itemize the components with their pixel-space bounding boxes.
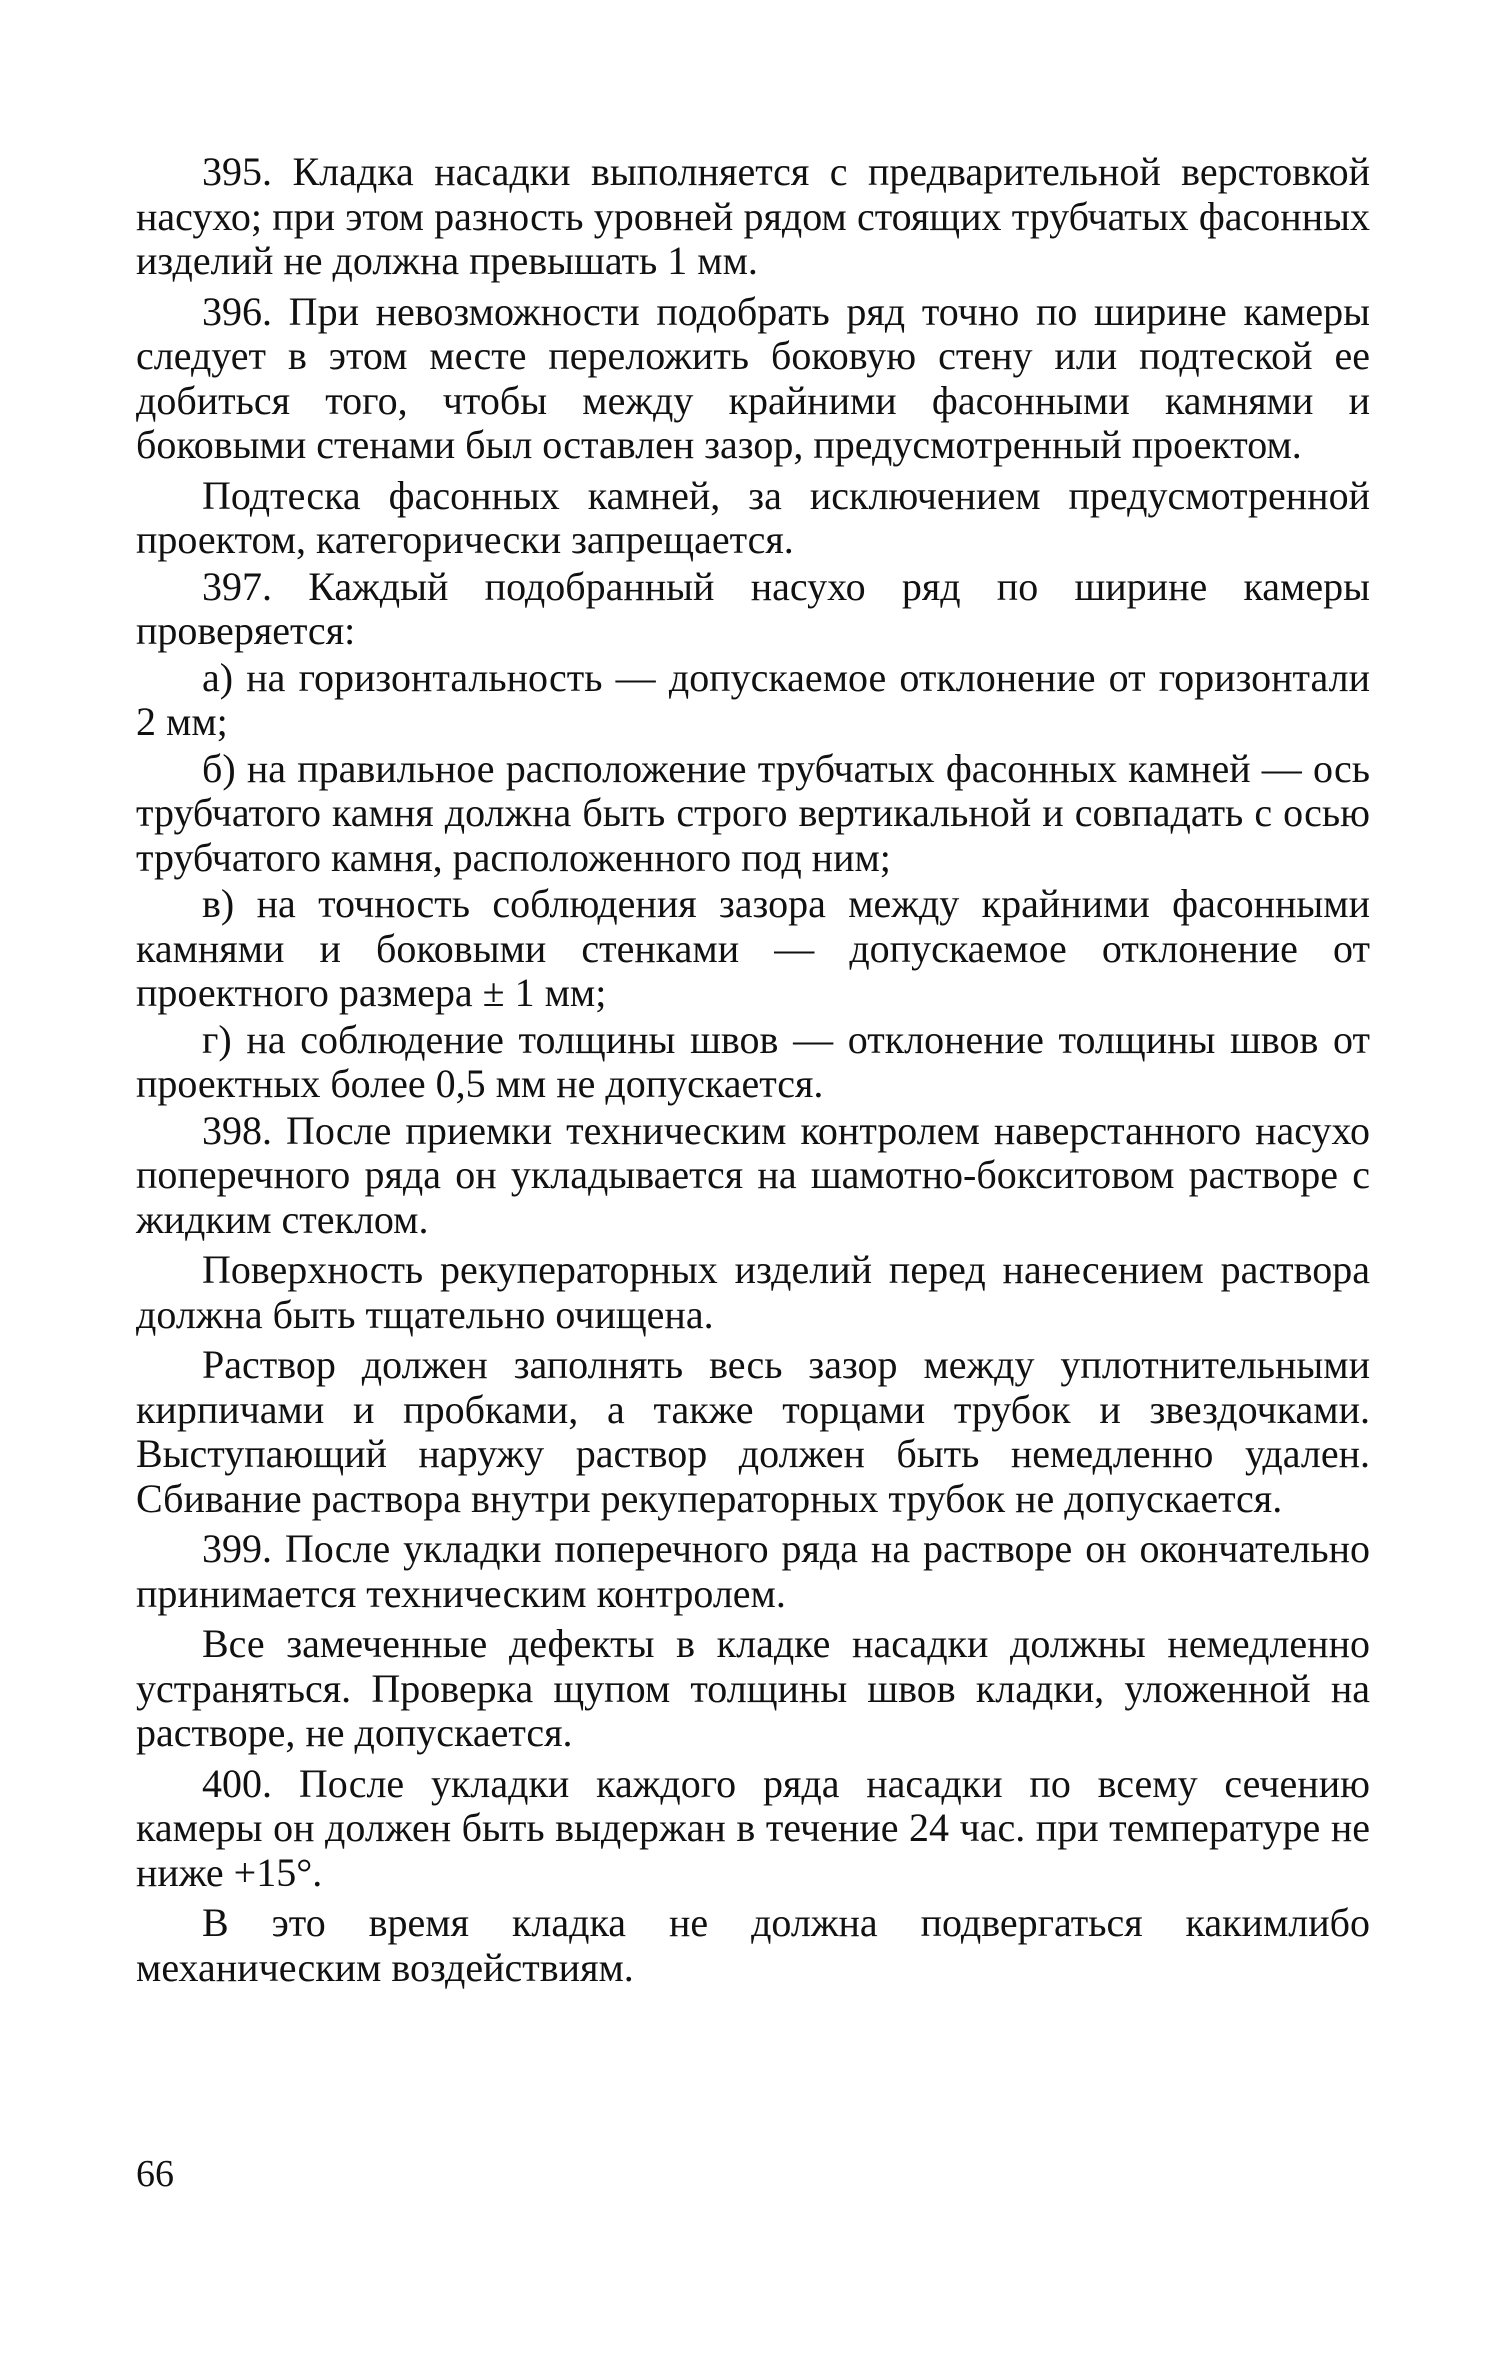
paragraph-397-b: б) на правильное расположение трубчатых фасонных камней — ось трубчатого камня должна быть строго вертикальной и совпадать с осью трубчатого камня, расположенного под ним; bbox=[136, 745, 1370, 880]
paragraph-396: 396. При невозможности подобрать ряд точно по ширине камеры следует в этом месте переложить боковую стену или подтеской ее добиться того, чтобы между крайними фасонными камнями и боковыми стенами был оставлен зазор, предусмотренный проектом. bbox=[136, 288, 1370, 467]
paragraph-397-v: в) на точность соблюдения зазора между крайними фасонными камнями и боковыми стенками — допускаемое отклонение от проектного размера ± 1 мм; bbox=[136, 881, 1370, 1015]
paragraph-398-mortar: Раствор должен заполнять весь зазор между уплотнительными кирпичами и пробками, а также торцами трубок и звездочками. Выступающий наружу раствор должен быть немедленно удален. Сбивание раствора внутри рекуператорных трубок не допускается. bbox=[136, 1342, 1370, 1521]
paragraph-395: 395. Кладка насадки выполняется с предварительной верстовкой насухо; при этом разность уровней рядом стоящих трубчатых фасонных изделий не должна превышать 1 мм. bbox=[136, 149, 1370, 283]
page-number: 66 bbox=[136, 2153, 174, 2195]
paragraph-397-g: г) на соблюдение толщины швов — отклонение толщины швов от проектных более 0,5 мм не допускается. bbox=[136, 1016, 1370, 1106]
document-body bbox=[136, 150, 1370, 1996]
paragraph-398: 398. После приемки техническим контролем наверстанного насухо поперечного ряда он укладывается на шамотно-бокситовом растворе с жидким стеклом. bbox=[136, 1107, 1370, 1242]
paragraph-397: 397. Каждый подобранный насухо ряд по ширине камеры проверяется: bbox=[136, 563, 1370, 653]
paragraph-396-podteska: Подтеска фасонных камней, за исключением предусмотренной проектом, категорически запрещается. bbox=[136, 472, 1370, 562]
paragraph-398-surface: Поверхность рекуператорных изделий перед нанесением раствора должна быть тщательно очищена. bbox=[136, 1247, 1370, 1337]
paragraph-399-defects: Все замеченные дефекты в кладке насадки должны немедленно устраняться. Проверка щупом толщины швов кладки, уложенной на растворе, не допускается. bbox=[136, 1621, 1370, 1755]
paragraph-399: 399. После укладки поперечного ряда на растворе он окончательно принимается техническим контролем. bbox=[136, 1526, 1370, 1616]
paragraph-400: 400. После укладки каждого ряда насадки по всему сечению камеры он должен быть выдержан в течение 24 час. при температуре не ниже +15°. bbox=[136, 1760, 1370, 1895]
paragraph-400-time: В это время кладка не должна подвергаться какимлибо механическим воздействиям. bbox=[136, 1900, 1370, 1990]
paragraph-397-a: а) на горизонтальность — допускаемое отклонение от горизонтали 2 мм; bbox=[136, 654, 1370, 744]
